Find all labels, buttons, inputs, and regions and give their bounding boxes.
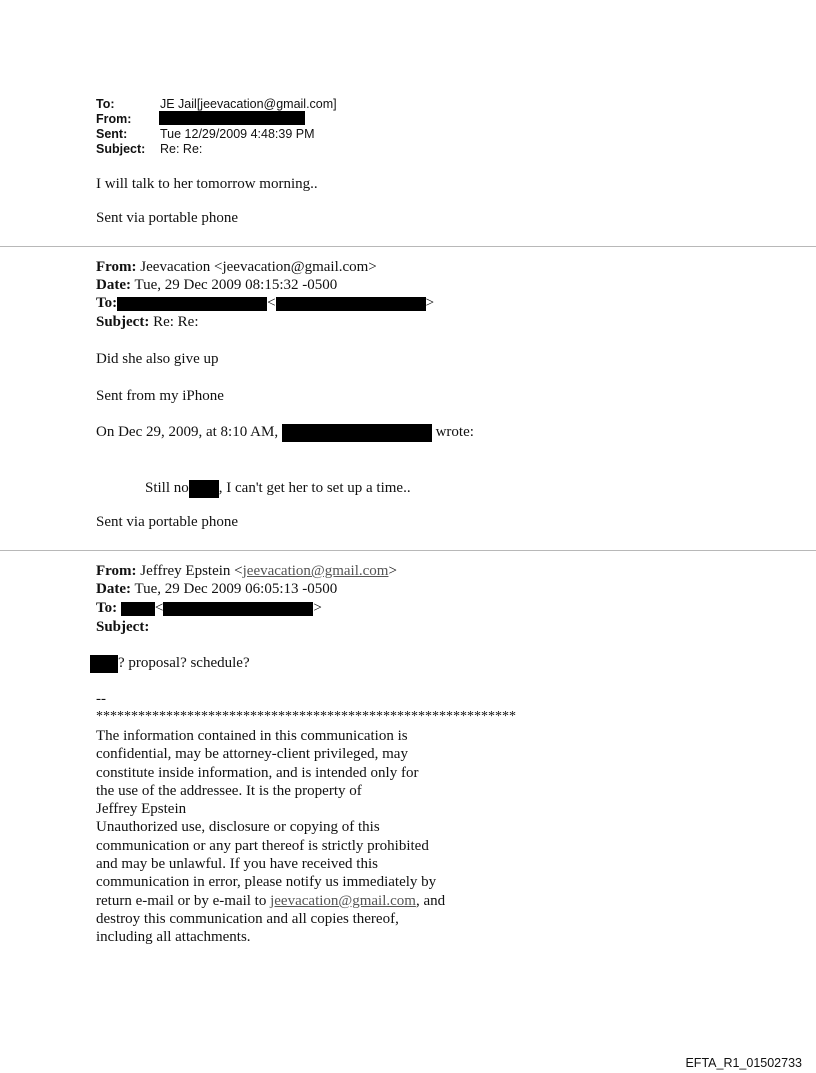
message2-quoted-signature: Sent via portable phone	[96, 514, 239, 530]
quoted-start-text: Still no	[145, 480, 189, 496]
message2-date-label: Date:	[96, 277, 131, 293]
disclaimer-line: communication or any part thereof is strictly prohibited	[96, 837, 429, 854]
disclaimer-line: Jeffrey Epstein	[96, 801, 187, 818]
message3-from-name: Jeffrey Epstein <	[140, 563, 243, 579]
disclaimer-email-link[interactable]: jeevacation@gmail.com	[270, 892, 416, 909]
message3-from-label: From:	[96, 563, 137, 579]
redacted-name	[90, 655, 118, 673]
message2-subject-value: Re: Re:	[153, 314, 199, 330]
disclaimer-line: Unauthorized use, disclosure or copying of this	[96, 819, 380, 836]
to-label: To:	[96, 97, 115, 111]
message3-to-label: To:	[96, 600, 118, 616]
message2-to-label: To:	[96, 295, 118, 311]
disclaimer-line: constitute inside information, and is intended only for	[96, 764, 419, 781]
redacted-quoted-sender	[282, 424, 432, 442]
quote-intro-text: On Dec 29, 2009, at 8:10 AM,	[96, 424, 279, 440]
sent-value: Tue 12/29/2009 4:48:39 PM	[160, 127, 315, 141]
message3-date-label: Date:	[96, 581, 131, 597]
message2-quote-intro	[96, 423, 474, 442]
message3-subject-label: Subject:	[96, 619, 150, 635]
message2-quoted-body	[145, 479, 411, 498]
from-label: From:	[96, 112, 132, 126]
message3-date	[96, 580, 337, 598]
disclaimer-line: destroy this communication and all copies thereof,	[96, 910, 399, 927]
message3-from	[96, 562, 397, 580]
disclaimer-line: confidential, may be attorney-client privileged, may	[96, 746, 408, 763]
message3-to-gt: >	[313, 600, 322, 616]
message3-body-text: ? proposal? schedule?	[118, 655, 250, 671]
redacted-quoted-name	[189, 480, 219, 498]
message3-date-value: Tue, 29 Dec 2009 06:05:13 -0500	[134, 581, 338, 597]
message2-subject-label: Subject:	[96, 314, 150, 330]
subject-label: Subject:	[96, 142, 146, 156]
message2-signature: Sent from my iPhone	[96, 388, 224, 404]
quoted-end-text: , I can't get her to set up a time..	[218, 480, 411, 496]
quote-wrote-text: wrote:	[435, 424, 474, 440]
divider	[0, 246, 816, 247]
redacted-recipient-email	[163, 602, 313, 616]
message3-subject	[96, 618, 149, 636]
disclaimer-line: and may be unlawful. If you have received this	[96, 856, 378, 873]
message2-date-value: Tue, 29 Dec 2009 08:15:32 -0500	[134, 277, 338, 293]
message2-body: Did she also give up	[96, 351, 219, 367]
sent-label: Sent:	[96, 127, 128, 141]
message1-signature: Sent via portable phone	[96, 210, 239, 226]
message2-to	[96, 294, 434, 312]
message3-to-lt: <	[154, 600, 164, 616]
disclaimer-line: The information contained in this communication is	[96, 728, 408, 744]
divider	[0, 550, 816, 551]
disclaimer-line: the use of the addressee. It is the property of	[96, 782, 362, 799]
message2-to-lt: <	[267, 295, 276, 311]
to-value: JE Jail[jeevacation@gmail.com]	[160, 97, 337, 111]
document-id: EFTA_R1_01502733	[685, 1056, 802, 1070]
message1-body: I will talk to her tomorrow morning..	[96, 176, 318, 192]
signature-stars: ************************************************************	[96, 709, 516, 724]
disclaimer-line: including all attachments.	[96, 929, 251, 946]
email-header	[96, 97, 496, 161]
disclaimer	[96, 727, 445, 947]
disclaimer-link-line	[96, 892, 445, 910]
message2-from	[96, 258, 377, 276]
redacted-sender	[159, 111, 305, 125]
message2-date	[96, 276, 337, 294]
disclaimer-link-pre: return e-mail or by e-mail to	[96, 892, 271, 909]
message3-body	[90, 654, 250, 673]
message2-from-label: From:	[96, 259, 137, 275]
redacted-recipient-name	[117, 297, 267, 311]
disclaimer-link-post: , and	[415, 892, 446, 909]
signature-dash: --	[96, 691, 106, 707]
message2-from-value: Jeevacation <jeevacation@gmail.com>	[140, 259, 377, 275]
redacted-recipient-email	[276, 297, 426, 311]
subject-value: Re: Re:	[160, 142, 203, 156]
disclaimer-line: communication in error, please notify us immediately by	[96, 874, 437, 891]
message3-from-close: >	[388, 563, 397, 579]
message3-from-email-link[interactable]: jeevacation@gmail.com	[242, 563, 389, 579]
redacted-recipient-name	[121, 602, 155, 616]
message3-to	[96, 599, 322, 617]
message2-subject	[96, 313, 199, 331]
message2-to-gt: >	[425, 295, 435, 311]
